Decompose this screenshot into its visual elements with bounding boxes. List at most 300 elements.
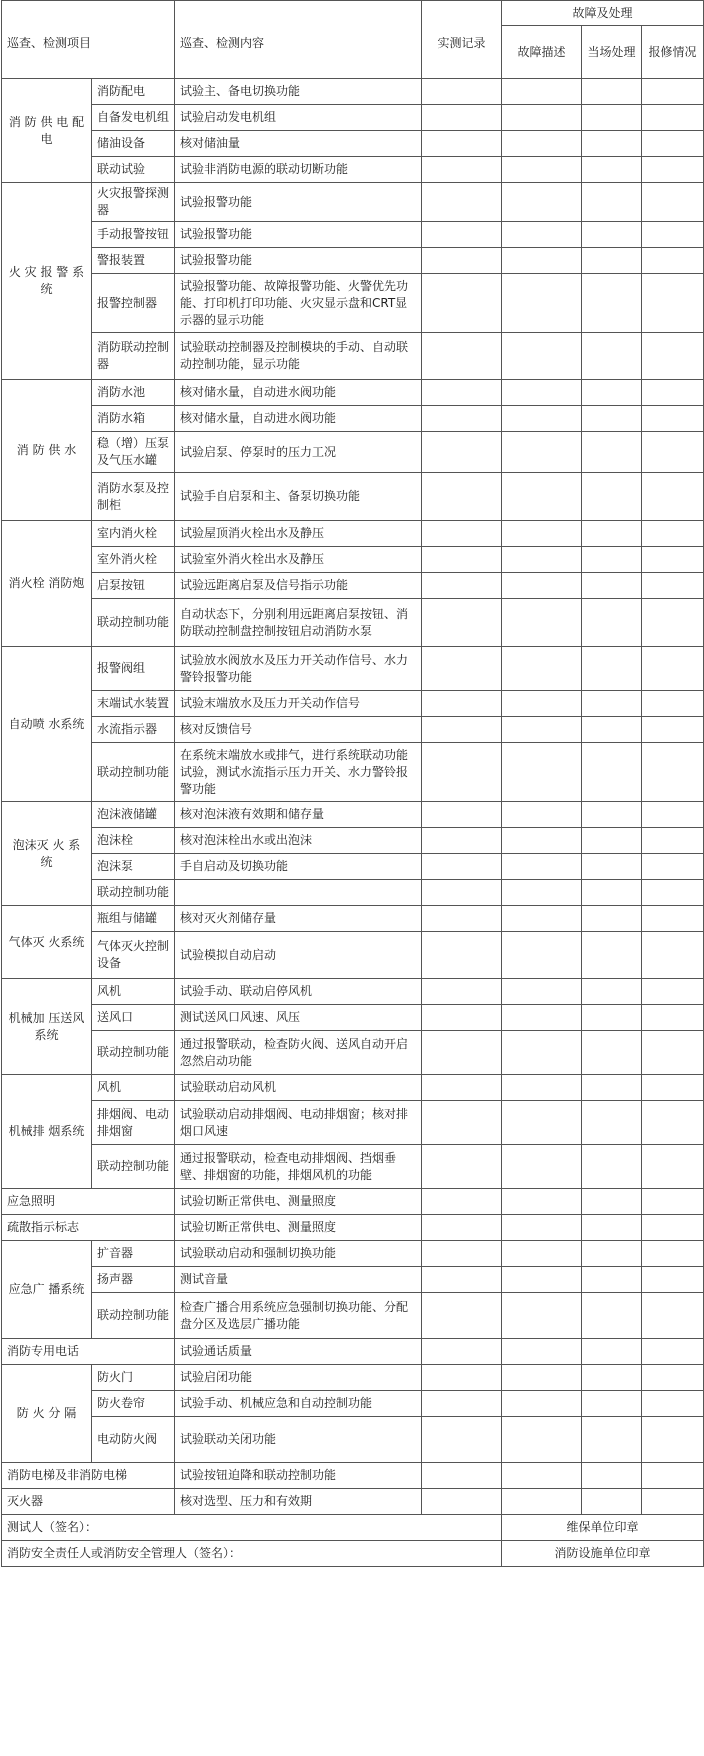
fault-desc-cell[interactable]	[502, 647, 582, 691]
onsite-cell[interactable]	[582, 183, 642, 222]
record-cell[interactable]	[422, 1101, 502, 1145]
content-cell: 核对选型、压力和有效期	[175, 1489, 422, 1515]
onsite-cell[interactable]	[582, 79, 642, 105]
fault-desc-cell[interactable]	[502, 274, 582, 333]
repair-cell[interactable]	[642, 802, 704, 828]
record-cell[interactable]	[422, 380, 502, 406]
onsite-cell[interactable]	[582, 131, 642, 157]
content-cell: 试验手动、机械应急和自动控制功能	[175, 1391, 422, 1417]
record-cell[interactable]	[422, 854, 502, 880]
category-cell: 防 火 分 隔	[2, 1365, 92, 1463]
item-cell: 自备发电机组	[92, 105, 175, 131]
onsite-cell[interactable]	[582, 1293, 642, 1339]
content-cell: 检查广播合用系统应急强制切换功能、分配盘分区及选层广播功能	[175, 1293, 422, 1339]
record-cell[interactable]	[422, 1145, 502, 1189]
fault-desc-cell[interactable]	[502, 1241, 582, 1267]
item-cell: 手动报警按钮	[92, 222, 175, 248]
table-row	[2, 183, 704, 222]
item-cell: 报警控制器	[92, 274, 175, 333]
item-cell: 联动控制功能	[92, 880, 175, 906]
record-cell[interactable]	[422, 1391, 502, 1417]
item-cell: 防火卷帘	[92, 1391, 175, 1417]
fault-desc-cell[interactable]	[502, 828, 582, 854]
fault-desc-cell[interactable]	[502, 1267, 582, 1293]
repair-cell[interactable]	[642, 1391, 704, 1417]
fault-desc-cell[interactable]	[502, 521, 582, 547]
record-cell[interactable]	[422, 473, 502, 521]
table-row	[2, 828, 704, 854]
repair-cell[interactable]	[642, 473, 704, 521]
header-content: 巡查、检测内容	[175, 1, 422, 79]
content-cell: 试验末端放水及压力开关动作信号	[175, 691, 422, 717]
fault-desc-cell[interactable]	[502, 1417, 582, 1463]
fault-desc-cell[interactable]	[502, 1463, 582, 1489]
content-cell: 核对灭火剂储存量	[175, 906, 422, 932]
record-cell[interactable]	[422, 1189, 502, 1215]
onsite-cell[interactable]	[582, 647, 642, 691]
table-row	[2, 1075, 704, 1101]
onsite-cell[interactable]	[582, 1339, 642, 1365]
repair-cell[interactable]	[642, 932, 704, 979]
repair-cell[interactable]	[642, 743, 704, 802]
record-cell[interactable]	[422, 131, 502, 157]
onsite-cell[interactable]	[582, 979, 642, 1005]
category-cell: 消 防 供 电 配 电	[2, 79, 92, 183]
fault-desc-cell[interactable]	[502, 1005, 582, 1031]
item-cell: 联动控制功能	[92, 743, 175, 802]
content-cell: 试验联动关闭功能	[175, 1417, 422, 1463]
record-cell[interactable]	[422, 547, 502, 573]
repair-cell[interactable]	[642, 1189, 704, 1215]
fault-desc-cell[interactable]	[502, 717, 582, 743]
onsite-cell[interactable]	[582, 1463, 642, 1489]
repair-cell[interactable]	[642, 1365, 704, 1391]
fault-desc-cell[interactable]	[502, 380, 582, 406]
table-row	[2, 647, 704, 691]
fault-desc-cell[interactable]	[502, 1075, 582, 1101]
onsite-cell[interactable]	[582, 880, 642, 906]
record-cell[interactable]	[422, 333, 502, 380]
table-row	[2, 1189, 704, 1215]
onsite-cell[interactable]	[582, 274, 642, 333]
onsite-cell[interactable]	[582, 854, 642, 880]
table-row	[2, 105, 704, 131]
table-row	[2, 473, 704, 521]
content-cell: 试验主、备电切换功能	[175, 79, 422, 105]
onsite-cell[interactable]	[582, 1075, 642, 1101]
item-cell: 扬声器	[92, 1267, 175, 1293]
repair-cell[interactable]	[642, 333, 704, 380]
table-row	[2, 1391, 704, 1417]
table-row	[2, 432, 704, 473]
record-cell[interactable]	[422, 573, 502, 599]
repair-cell[interactable]	[642, 274, 704, 333]
onsite-cell[interactable]	[582, 1031, 642, 1075]
item-cell: 消防配电	[92, 79, 175, 105]
onsite-cell[interactable]	[582, 406, 642, 432]
category-cell: 自动喷 水系统	[2, 647, 92, 802]
onsite-cell[interactable]	[582, 1101, 642, 1145]
table-row	[2, 1417, 704, 1463]
table-row	[2, 521, 704, 547]
repair-cell[interactable]	[642, 105, 704, 131]
content-cell: 试验模拟自动启动	[175, 932, 422, 979]
item-cell: 灭火器	[2, 1489, 175, 1515]
repair-cell[interactable]	[642, 1005, 704, 1031]
record-cell[interactable]	[422, 979, 502, 1005]
table-row	[2, 406, 704, 432]
record-cell[interactable]	[422, 105, 502, 131]
onsite-cell[interactable]	[582, 599, 642, 647]
fault-desc-cell[interactable]	[502, 1365, 582, 1391]
fault-desc-cell[interactable]	[502, 1031, 582, 1075]
record-cell[interactable]	[422, 1463, 502, 1489]
content-cell: 试验手自启泵和主、备泵切换功能	[175, 473, 422, 521]
fault-desc-cell[interactable]	[502, 131, 582, 157]
footer-row	[2, 1541, 704, 1567]
onsite-cell[interactable]	[582, 248, 642, 274]
onsite-cell[interactable]	[582, 1005, 642, 1031]
table-row	[2, 1365, 704, 1391]
repair-cell[interactable]	[642, 157, 704, 183]
item-cell: 联动控制功能	[92, 1293, 175, 1339]
record-cell[interactable]	[422, 647, 502, 691]
repair-cell[interactable]	[642, 880, 704, 906]
repair-cell[interactable]	[642, 547, 704, 573]
fault-desc-cell[interactable]	[502, 248, 582, 274]
table-row	[2, 547, 704, 573]
onsite-cell[interactable]	[582, 1215, 642, 1241]
item-cell: 水流指示器	[92, 717, 175, 743]
record-cell[interactable]	[422, 932, 502, 979]
fault-desc-cell[interactable]	[502, 1339, 582, 1365]
table-row	[2, 380, 704, 406]
fault-desc-cell[interactable]	[502, 432, 582, 473]
onsite-cell[interactable]	[582, 1391, 642, 1417]
table-row	[2, 743, 704, 802]
record-cell[interactable]	[422, 406, 502, 432]
content-cell: 核对储油量	[175, 131, 422, 157]
content-cell: 试验屋顶消火栓出水及静压	[175, 521, 422, 547]
item-cell: 报警阀组	[92, 647, 175, 691]
onsite-cell[interactable]	[582, 1241, 642, 1267]
fault-desc-cell[interactable]	[502, 473, 582, 521]
record-cell[interactable]	[422, 691, 502, 717]
item-cell: 应急照明	[2, 1189, 175, 1215]
item-cell: 警报装置	[92, 248, 175, 274]
item-cell: 末端试水装置	[92, 691, 175, 717]
fault-desc-cell[interactable]	[502, 880, 582, 906]
content-cell: 试验报警功能	[175, 222, 422, 248]
repair-cell[interactable]	[642, 79, 704, 105]
content-cell: 试验远距离启泵及信号指示功能	[175, 573, 422, 599]
repair-cell[interactable]	[642, 248, 704, 274]
onsite-cell[interactable]	[582, 906, 642, 932]
repair-cell[interactable]	[642, 1101, 704, 1145]
onsite-cell[interactable]	[582, 1417, 642, 1463]
header-item: 巡查、检测项目	[2, 1, 175, 79]
content-cell: 试验报警功能	[175, 248, 422, 274]
repair-cell[interactable]	[642, 1145, 704, 1189]
repair-cell[interactable]	[642, 1267, 704, 1293]
inspection-table	[1, 0, 704, 1567]
onsite-cell[interactable]	[582, 1365, 642, 1391]
category-cell: 气体灭 火系统	[2, 906, 92, 979]
repair-cell[interactable]	[642, 573, 704, 599]
repair-cell[interactable]	[642, 521, 704, 547]
repair-cell[interactable]	[642, 1215, 704, 1241]
record-cell[interactable]	[422, 802, 502, 828]
record-cell[interactable]	[422, 248, 502, 274]
content-cell: 试验通话质量	[175, 1339, 422, 1365]
facility-stamp: 消防设施单位印章	[502, 1541, 704, 1567]
table-row	[2, 1339, 704, 1365]
table-row	[2, 854, 704, 880]
content-cell: 试验联动控制器及控制模块的手动、自动联动控制功能，显示功能	[175, 333, 422, 380]
onsite-cell[interactable]	[582, 828, 642, 854]
content-cell: 试验报警功能	[175, 183, 422, 222]
item-cell: 联动控制功能	[92, 1031, 175, 1075]
onsite-cell[interactable]	[582, 333, 642, 380]
record-cell[interactable]	[422, 1241, 502, 1267]
repair-cell[interactable]	[642, 406, 704, 432]
item-cell: 联动控制功能	[92, 1145, 175, 1189]
onsite-cell[interactable]	[582, 432, 642, 473]
content-cell: 核对泡沫液有效期和储存量	[175, 802, 422, 828]
content-cell: 自动状态下，分别利用远距离启泵按钮、消防联动控制盘控制按钮启动消防水泵	[175, 599, 422, 647]
fault-desc-cell[interactable]	[502, 333, 582, 380]
content-cell: 试验联动启动排烟阀、电动排烟窗；核对排烟口风速	[175, 1101, 422, 1145]
content-cell: 测试音量	[175, 1267, 422, 1293]
repair-cell[interactable]	[642, 183, 704, 222]
repair-cell[interactable]	[642, 647, 704, 691]
item-cell: 联动控制功能	[92, 599, 175, 647]
record-cell[interactable]	[422, 906, 502, 932]
category-cell: 应急广 播系统	[2, 1241, 92, 1339]
content-cell: 核对储水量，自动进水阀功能	[175, 380, 422, 406]
repair-cell[interactable]	[642, 1293, 704, 1339]
record-cell[interactable]	[422, 183, 502, 222]
content-cell	[175, 880, 422, 906]
category-cell: 机械加 压送风 系统	[2, 979, 92, 1075]
content-cell: 在系统末端放水或排气，进行系统联动功能试验，测试水流指示压力开关、水力警铃报警功能	[175, 743, 422, 802]
fault-desc-cell[interactable]	[502, 979, 582, 1005]
item-cell: 消防水箱	[92, 406, 175, 432]
fault-desc-cell[interactable]	[502, 1293, 582, 1339]
record-cell[interactable]	[422, 1075, 502, 1101]
onsite-cell[interactable]	[582, 802, 642, 828]
onsite-cell[interactable]	[582, 157, 642, 183]
table-row	[2, 157, 704, 183]
record-cell[interactable]	[422, 274, 502, 333]
item-cell: 扩音器	[92, 1241, 175, 1267]
fault-desc-cell[interactable]	[502, 1489, 582, 1515]
repair-cell[interactable]	[642, 828, 704, 854]
table-row	[2, 932, 704, 979]
fault-desc-cell[interactable]	[502, 79, 582, 105]
onsite-cell[interactable]	[582, 521, 642, 547]
item-cell: 储油设备	[92, 131, 175, 157]
manager-signature[interactable]: 消防安全责任人或消防安全管理人（签名）：	[2, 1541, 502, 1567]
header-record: 实测记录	[422, 1, 502, 79]
fault-desc-cell[interactable]	[502, 906, 582, 932]
table-row	[2, 691, 704, 717]
table-row	[2, 1101, 704, 1145]
item-cell: 风机	[92, 1075, 175, 1101]
header-fault-group: 故障及处理	[502, 1, 704, 26]
content-cell: 试验手动、联动启停风机	[175, 979, 422, 1005]
item-cell: 火灾报警探测器	[92, 183, 175, 222]
record-cell[interactable]	[422, 1215, 502, 1241]
table-row	[2, 274, 704, 333]
content-cell: 核对储水量，自动进水阀功能	[175, 406, 422, 432]
repair-cell[interactable]	[642, 1417, 704, 1463]
item-cell: 消防专用电话	[2, 1339, 175, 1365]
content-cell: 试验室外消火栓出水及静压	[175, 547, 422, 573]
content-cell: 核对泡沫栓出水或出泡沫	[175, 828, 422, 854]
item-cell: 消防水池	[92, 380, 175, 406]
repair-cell[interactable]	[642, 1031, 704, 1075]
fault-desc-cell[interactable]	[502, 802, 582, 828]
record-cell[interactable]	[422, 222, 502, 248]
onsite-cell[interactable]	[582, 743, 642, 802]
item-cell: 送风口	[92, 1005, 175, 1031]
repair-cell[interactable]	[642, 1463, 704, 1489]
record-cell[interactable]	[422, 79, 502, 105]
fault-desc-cell[interactable]	[502, 599, 582, 647]
table-row	[2, 1489, 704, 1515]
fault-desc-cell[interactable]	[502, 105, 582, 131]
record-cell[interactable]	[422, 1339, 502, 1365]
record-cell[interactable]	[422, 1365, 502, 1391]
repair-cell[interactable]	[642, 1339, 704, 1365]
table-row	[2, 222, 704, 248]
record-cell[interactable]	[422, 1267, 502, 1293]
repair-cell[interactable]	[642, 432, 704, 473]
repair-cell[interactable]	[642, 906, 704, 932]
table-row	[2, 131, 704, 157]
repair-cell[interactable]	[642, 222, 704, 248]
onsite-cell[interactable]	[582, 222, 642, 248]
category-cell: 泡沫灭 火 系统	[2, 802, 92, 906]
fault-desc-cell[interactable]	[502, 1391, 582, 1417]
fault-desc-cell[interactable]	[502, 691, 582, 717]
record-cell[interactable]	[422, 828, 502, 854]
repair-cell[interactable]	[642, 599, 704, 647]
record-cell[interactable]	[422, 1005, 502, 1031]
fault-desc-cell[interactable]	[502, 932, 582, 979]
table-row	[2, 1145, 704, 1189]
fault-desc-cell[interactable]	[502, 222, 582, 248]
category-cell: 消 防 供 水	[2, 380, 92, 521]
table-row	[2, 1031, 704, 1075]
table-row	[2, 599, 704, 647]
table-row	[2, 1293, 704, 1339]
repair-cell[interactable]	[642, 380, 704, 406]
onsite-cell[interactable]	[582, 573, 642, 599]
record-cell[interactable]	[422, 432, 502, 473]
repair-cell[interactable]	[642, 691, 704, 717]
record-cell[interactable]	[422, 1417, 502, 1463]
repair-cell[interactable]	[642, 854, 704, 880]
fault-desc-cell[interactable]	[502, 1215, 582, 1241]
repair-cell[interactable]	[642, 1075, 704, 1101]
onsite-cell[interactable]	[582, 380, 642, 406]
item-cell: 排烟阀、电动排烟窗	[92, 1101, 175, 1145]
record-cell[interactable]	[422, 1489, 502, 1515]
content-cell: 试验联动启动风机	[175, 1075, 422, 1101]
repair-cell[interactable]	[642, 717, 704, 743]
onsite-cell[interactable]	[582, 473, 642, 521]
content-cell: 通过报警联动，检查防火阀、送风自动开启忽然启动功能	[175, 1031, 422, 1075]
record-cell[interactable]	[422, 1031, 502, 1075]
onsite-cell[interactable]	[582, 932, 642, 979]
item-cell: 消防联动控制器	[92, 333, 175, 380]
onsite-cell[interactable]	[582, 691, 642, 717]
item-cell: 消防电梯及非消防电梯	[2, 1463, 175, 1489]
item-cell: 泡沫泵	[92, 854, 175, 880]
fault-desc-cell[interactable]	[502, 547, 582, 573]
repair-cell[interactable]	[642, 1241, 704, 1267]
record-cell[interactable]	[422, 1293, 502, 1339]
record-cell[interactable]	[422, 157, 502, 183]
fault-desc-cell[interactable]	[502, 406, 582, 432]
onsite-cell[interactable]	[582, 717, 642, 743]
record-cell[interactable]	[422, 521, 502, 547]
fault-desc-cell[interactable]	[502, 854, 582, 880]
fault-desc-cell[interactable]	[502, 573, 582, 599]
record-cell[interactable]	[422, 717, 502, 743]
fault-desc-cell[interactable]	[502, 743, 582, 802]
table-row	[2, 1463, 704, 1489]
table-row	[2, 248, 704, 274]
item-cell: 风机	[92, 979, 175, 1005]
fault-desc-cell[interactable]	[502, 183, 582, 222]
repair-cell[interactable]	[642, 1489, 704, 1515]
item-cell: 稳（增）压泵及气压水罐	[92, 432, 175, 473]
table-row	[2, 1267, 704, 1293]
item-cell: 消防水泵及控制柜	[92, 473, 175, 521]
onsite-cell[interactable]	[582, 105, 642, 131]
fault-desc-cell[interactable]	[502, 1145, 582, 1189]
item-cell: 泡沫液储罐	[92, 802, 175, 828]
item-cell: 室内消火栓	[92, 521, 175, 547]
onsite-cell[interactable]	[582, 547, 642, 573]
fault-desc-cell[interactable]	[502, 1101, 582, 1145]
onsite-cell[interactable]	[582, 1145, 642, 1189]
content-cell: 测试送风口风速、风压	[175, 1005, 422, 1031]
repair-cell[interactable]	[642, 979, 704, 1005]
content-cell: 试验切断正常供电、测量照度	[175, 1189, 422, 1215]
onsite-cell[interactable]	[582, 1267, 642, 1293]
record-cell[interactable]	[422, 880, 502, 906]
onsite-cell[interactable]	[582, 1489, 642, 1515]
item-cell: 电动防火阀	[92, 1417, 175, 1463]
tester-signature[interactable]: 测试人（签名）：	[2, 1515, 502, 1541]
fault-desc-cell[interactable]	[502, 157, 582, 183]
record-cell[interactable]	[422, 599, 502, 647]
content-cell: 手自启动及切换功能	[175, 854, 422, 880]
fault-desc-cell[interactable]	[502, 1189, 582, 1215]
table-row	[2, 880, 704, 906]
table-row	[2, 802, 704, 828]
repair-cell[interactable]	[642, 131, 704, 157]
content-cell: 试验按钮迫降和联动控制功能	[175, 1463, 422, 1489]
content-cell: 核对反馈信号	[175, 717, 422, 743]
record-cell[interactable]	[422, 743, 502, 802]
table-row	[2, 573, 704, 599]
onsite-cell[interactable]	[582, 1189, 642, 1215]
